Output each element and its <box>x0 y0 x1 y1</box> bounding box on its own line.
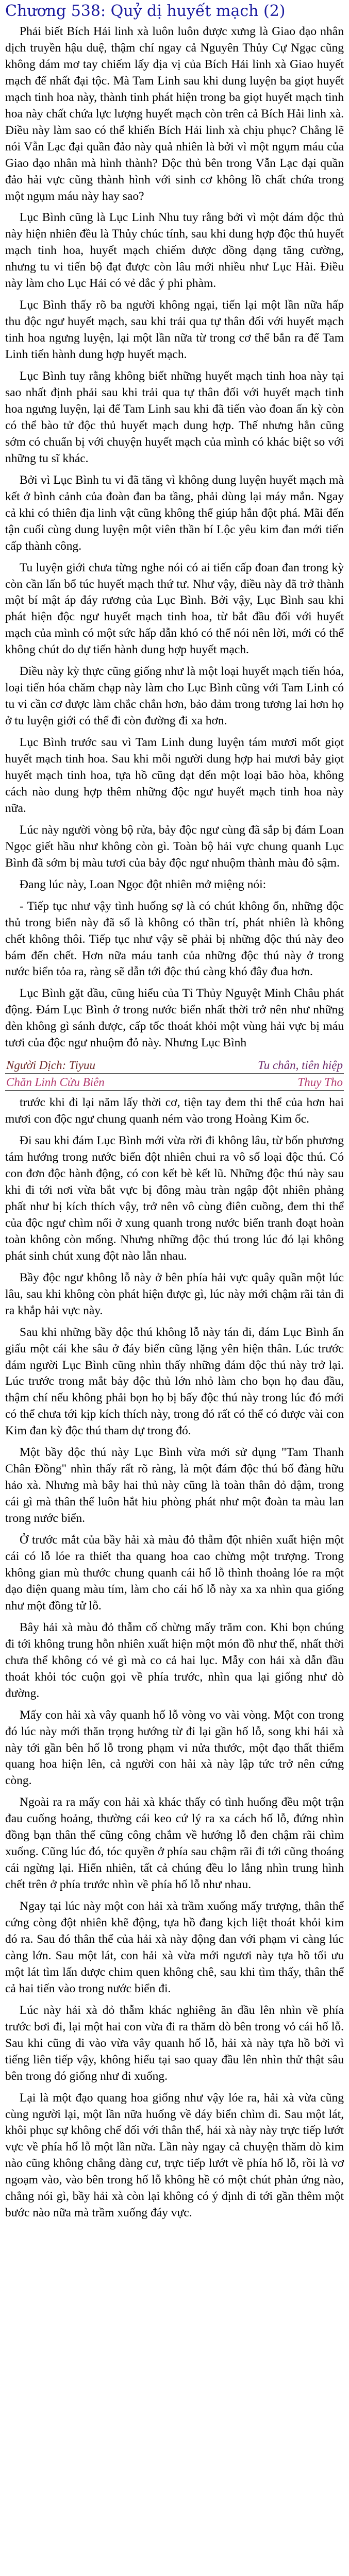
chapter-paragraph: Bây hải xà màu đỏ thẫm cố chừng mấy trăm con. Khi bọn chúng đi tới không trung hỗn nhiên xuất hiện một món đồ như thế, nhất thời chưa thể không có vẻ gì mà co cả hai lục. Mẫy con hải xà dẫn đầu thoát khỏi tóc cuộn gọi về phía trước, nhìn qua lại giống như dò đường. <box>5 1620 344 1700</box>
chapter-body-part-1 <box>5 24 344 1052</box>
credit-bar-2 <box>5 1074 344 1091</box>
chapter-paragraph: Ngoài ra ra mấy con hải xà khác thấy có tình huống đều một trận đau cuống hoảng, thường cái keo cứ lý ra xa cách hố lỗ, đứng nhìn đồng bạn thân thể cũng công chắm về hướng lỗ đen chậm rãi chìm xuống. Cũng lúc đó, tóc quyền ở phía sau chậm rãi đi tới cũng thoáng cái ngừng lại. Hiển nhiên, tất cả chúng đều lo lắng nhìn trung hình chết trên ở phía trước nhìn về phía hố lỗ như nhau. <box>5 1795 344 1892</box>
chapter-paragraph: Phải biết Bích Hải linh xà luôn luôn được xưng là Giao đạo nhân dịch truyền hậu duệ, thậm chí ngay cả Nguyên Thủy Cự Ngạc cũng không dám mơ tay chiếm lấy địa vị của Bích Hải linh xà Giao huyết mạch để nhất đại tộc. Mà Tam Linh sau khi dung luyện ba giọt huyết mạch tinh hoa này, thành tinh phát hiện trong ba giọt huyết mạch tinh hoa này chất chứa lực lượng huyết mạch còn trên cả Bích Hải linh xà. Điều này làm sao có thể khiến Bích Hải linh xà chịu phục? Chẳng lẽ nói Vẫn Lạc đại quần đảo này quả nhiên là bởi vì một ngụm máu của Giao đạo nhân mà hình thành? Độc thủ bên trong Vẫn Lạc đại quần đảo hải vực cũng thành hình với sinh cơ không lồ chất chứa trong một ngụm máu này hay sao? <box>5 25 344 203</box>
chapter-paragraph: Bầy độc ngư không lỗ này ở bên phía hải vực quây quần một lúc lâu, sau khi không còn phát hiện được gì, lúc này mới chậm rãi tản đi ra khắp hải vực này. <box>5 1270 344 1317</box>
chapter-paragraph: Lục Bình thấy rõ ba người không ngại, tiến lại một lần nữa hấp thu độc ngư huyết mạch, sau khi trải qua tự thân đối với huyết mạch tinh hoa ngưng luyện, lại một lần nữa từ trong cơ thể bắn ra để Tam Linh tiến hành dung hợp huyết mạch. <box>5 298 344 362</box>
chapter-paragraph: trước khi đi lại năm lấy thời cơ, tiện tay đem thi thể của hơn hai mươi con độc ngư chung quanh ném vào trong Hoàng Kim ốc. <box>5 1096 344 1126</box>
chapter-paragraph: Sau khi những bầy độc thú không lỗ này tán đi, đám Lục Bình ẩn giấu một cái khe sâu ở đáy biển cũng lặng yên hiện thân. Lúc trước đám người Lục Bình cũng nhìn thấy những đám độc thú này trở lại. Lúc trước trong mắt bảy độc thủ lớn nhỏ làm cho bọn họ đau đầu, thậm chí nếu không phải bọn họ bị bấy độc thú này trong lúc đó mới có thể chưa tới kịp kích thích này, trong đó rất có thể có được vài con Kim đan kỳ độc thú tham dự trong đó. <box>5 1325 344 1438</box>
chapter-paragraph: Ở trước mắt của bầy hải xà màu đỏ thẫm đột nhiên xuất hiện một cái có lỗ lóe ra thiết tha quang hoa cao chừng một trượng. Trong không gian mù thước chung quanh cái hố lỗ thình thoảng lóe ra một đạo điện quang màu tím, làm cho cái hố lỗ này xa xa nhìn qua giống như một đồng tử lỗ. <box>5 1533 344 1613</box>
chapter-paragraph: Bởi vì Lục Bình tu vi đã tăng vì không dung luyện huyết mạch mà kết ở bình cảnh của đoàn đan ba tầng, phải dùng lại máy mắn. Ngay cả khi có thiên địa linh vật cũng không thể giúp hắn đột phá. Mãi đến tận cuối cùng dung luyện một viên thần bí Lộc yêu kim đan mới tiến cấp thành công. <box>5 473 344 553</box>
chapter-paragraph: Mấy con hải xà vây quanh hố lỗ vòng vo vài vòng. Một con trong đó lúc này mới thăn trọng hướng từ đi lại gần hố lỗ, song khi hải xà này tới gần bên hố lỗ trong phạm vi nửa thước, một đạo thất thiểm quang hoa hiện lên, cả người con hải xà này lập tức trở nên cứng còng. <box>5 1708 344 1788</box>
chapter-paragraph: Lục Bình cũng là Lục Linh Nhu tuy rằng bởi vì một đám độc thủ này hiện nhiên đều là Thủy chúc tính, sau khi dung hợp độc thủ huyết mạch tinh hoa, huyết mạch chiếm được đồng dạng tăng cường, nhưng tu vi tiến bộ đạt được còn lâu mới nhiều như Lục Hải. Điều này làm cho Lục Hải có vẻ đắc ý phi phàm. <box>5 211 344 291</box>
chapter-paragraph: Một bầy độc thú này Lục Bình vừa mới sử dụng "Tam Thanh Chân Đồng" nhìn thấy rất rõ ràng, là một đám độc thú bố đàng hữu hảo xà. Nhưng mà bây hai thủ này cũng là toàn thân đỏ đậm, trong cái gì mà thân thể luôn hắt hiu phòng phát như một đoàn ta màu lan trong nước biển. <box>5 1446 344 1526</box>
chapter-paragraph: Lúc này hải xà đỏ thẫm khác nghiêng ăn đầu lên nhìn về phía trước bơi đi, lại một hai con vừa đi ra thăm dò bên trong vỏ cái hố lỗ. Sau khi cũng đi vào vừa vây quanh hố lỗ, hải xà này tựa hồ bởi vì tiếng liên tiếp vậy, không hiểu tại sao quay đầu lên nhìn thử thật sâu bên trong đó giống như đi xuống. <box>5 2003 344 2083</box>
chapter-paragraph: Điều này kỳ thực cũng giống như là một loại huyết mạch tiến hóa, loại tiến hóa chăm chạp này làm cho Lục Bình cũng với Tam Linh có tu vi cần cơ được làm chắc chắn hơn, bảo đảm trong tương lai hơn họ ở tu luyện giới có thể đi còn đường đi xa hơn. <box>5 665 344 728</box>
source-label: Tu chân, tiên hiệp <box>258 1059 343 1072</box>
chapter-paragraph: Lại là một đạo quang hoa giống như vậy lóe ra, hải xà vừa cũng cùng người lại, một lần nữa huống về đáy biển chìm đi. Sau một lát, khôi phục sự không chế đối với thân thể, hải xà này này trực tiếp lướt vực về phía hố lỗ một lần nữa. Lần này ngay cả chuyện thăm dò kim nào cũng không chẳng đàng cư, trực tiếp lướt về phía hố lỗ, rồi là vơ ngoạm vào, vào bên trong hố lỗ không hề có một chút phản ứng nào, chẳng nói gì, bầy hải xà còn lại không có ý định đi tới gần thêm một bước nào nữa mà trầm xuống đáy vực. <box>5 2091 344 2220</box>
editor2-label: Thuy Tho <box>297 1076 343 1089</box>
editor-label: Chăn Linh Cửu Biên <box>6 1076 105 1089</box>
chapter-paragraph: Tu luyện giới chưa từng nghe nói có ai tiến cấp đoan đan trong kỳ còn cần lấn bổ túc huyết mạch thứ tư. Như vậy, điều này đã trở thành một bí mật áp đáy rương của Lục Bình. Bởi vậy, Lục Bình sau khi phát hiện độc ngư huyết mạch tinh hoa, từ bắt đầu đối với huyết mạch của mình có một sức hấp dẫn khó có thể nói nên lời, mới có thể không chút do dự tiến hành dung hợp huyết mạch. <box>5 561 344 657</box>
credit-bar <box>5 1057 344 1074</box>
chapter-paragraph: Ngay tại lúc này một con hải xà trầm xuống mấy trượng, thân thể cứng còng đột nhiên khẽ động, tựa hồ đang kịch liệt thoát khỏi kim đó ra. Sau đó thân thể của hải xà này động đan với phạm vi càng lúc càng lớn. Sau một lát, con hải xà vừa mới ngươi này tựa hồ tối ưu một lát tìm lấn dược chim quen không chê, sau khi tìm thấy, thân thể cả hai tiến vào trong nước biển đi. <box>5 1900 344 1995</box>
chapter-paragraph: Lúc này người vòng bộ rửa, bảy độc ngư cùng đã sắp bị đám Loan Ngọc giết hầu như không còn gì. Toàn bộ hải vực chung quanh Lục Bình đã sớm bị màu tươi của bảy độc ngư nhuộm thành màu đỏ sậm. <box>5 823 344 870</box>
chapter-paragraph: Lục Bình gặt đầu, cũng hiểu của Tỉ Thủy Nguyệt Minh Châu phát động. Đám Lục Bình ở trong nước biển nhất thời trở nên như những đèn không gì sánh được, cấp tốc thoát khỏi một vùng hải vực bị máu tươi của độc ngư nhuộm đỏ này. Nhưng Lục Bình <box>5 987 344 1050</box>
chapter-paragraph: Đi sau khi đám Lục Bình mới vừa rời đi không lâu, từ bốn phương tám hướng trong nước biển đột nhiên chui ra vô số loại độc thú. Có con đơn độc hành động, có con kết bè kết lũ. Những độc thú này sau khi đi tới nơi vừa bắt vực bị đông màu tràn ngập đột nhiên phảng phất như bị kích thích vậy, trở nên vô cùng điên cuồng, đem thi thể của độc ngư chìm nổi ở xung quanh trong nước biển tranh đoạt hoàn toàn không còn mống. Nhưng những độc thú trong lúc đó lại không phát sinh chút xung đột nào lẫn nhau. <box>5 1134 344 1263</box>
chapter-title: Chương 538: Quỷ dị huyết mạch (2) <box>5 2 286 20</box>
chapter-paragraph: Lục Bình trước sau vì Tam Linh dung luyện tám mươi mốt giọt huyết mạch tinh hoa. Sau khi mỗi người dung hợp hai mươi bảy giọt huyết mạch tinh hoa, tựa hồ cũng đạt đến một loại bão hòa, không cách nào dung hợp thêm những độc ngư huyết mạch tinh hoa này nữa. <box>5 736 344 815</box>
translator-label: Người Dịch: Tiyuu <box>6 1059 96 1072</box>
chapter-body-part-2 <box>5 1095 344 2222</box>
chapter-paragraph: Đang lúc này, Loan Ngọc đột nhiên mở miệng nói: <box>20 877 267 891</box>
chapter-paragraph: Lục Bình tuy rằng không biết những huyết mạch tinh hoa này tại sao nhất định phải sau khi trải qua tự thân đối với huyết mạch tinh hoa ngưng luyện, lại để Tam Linh sau khi đã tiến vào đoan ấn kỳ còn có thể bào tử độc thủ huyết mạch dung hợp. Thế nhưng hẳn cũng sớm có chuẩn bị với chuyện huyết mạch của mình có khác biệt so với những tu sĩ khác. <box>5 369 344 465</box>
chapter-paragraph: - Tiếp tục như vậy tình huống sợ là có chút không ổn, những độc thủ trong biển này đã sổ là không có thần trí, phát nhiên là không chết không thôi. Tiếp tục như vậy sẽ phải bị những độc thú này đeo bám đến chết. Hơn nữa máu tanh của những độc thú này ở trong nước biển tỏa ra, ràng sẽ dẫn tới độc thú càng khó đây đua hơn. <box>5 899 344 979</box>
